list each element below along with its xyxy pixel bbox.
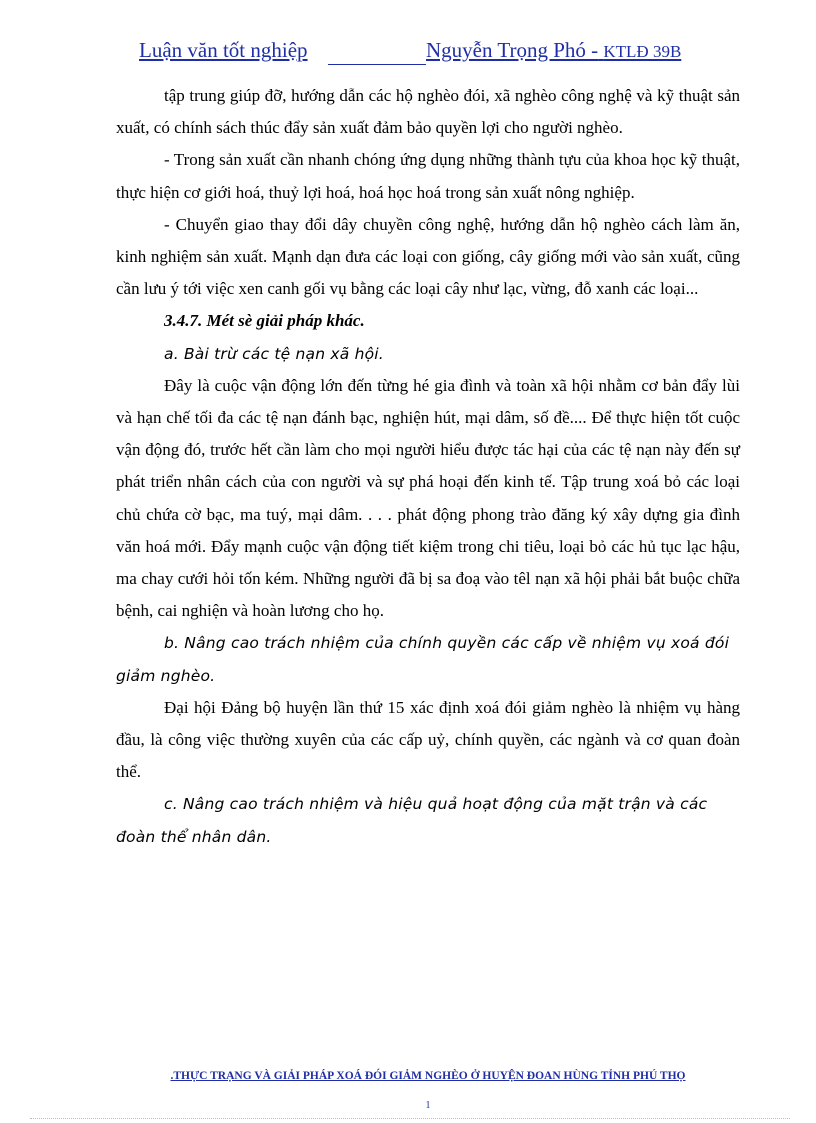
paragraph-5: Đại hội Đảng bộ huyện lần thứ 15 xác định xoá đói giảm nghèo là nhiệm vụ hàng đầu, là công việc thường xuyên của các cấp uỷ, chính quyền, các ngành và cơ quan đoàn thể. [116, 697, 740, 782]
section-heading: 3.4.7. Mét sè giải pháp khác. [164, 311, 365, 331]
paragraph-1: tập trung giúp đỡ, hướng dẫn các hộ nghèo đói, xã nghèo công nghệ và kỹ thuật sản xuất, có chính sách thúc đẩy sản xuất đảm bảo quyền lợi cho người nghèo. [116, 86, 740, 138]
document-body [116, 80, 740, 853]
page-header [0, 38, 816, 68]
subsection-b: b. Nâng cao trách nhiệm của chính quyền các cấp về nhiệm vụ xoá đói giảm nghèo. [116, 634, 730, 685]
paragraph-2: - Trong sản xuất cần nhanh chóng ứng dụng những thành tựu của khoa học kỹ thuật, thực hiện cơ giới hoá, thuỷ lợi hoá, hoá học hoá trong sản xuất nông nghiệp. [116, 150, 740, 202]
paragraph-3: - Chuyển giao thay đổi dây chuyền công nghệ, hướng dẫn hộ nghèo cách làm ăn, kinh nghiệm sản xuất. Mạnh dạn đưa các loại con giống, cây giống mới vào sản xuất, cũng cần lưu ý tới việc xen canh gối vụ bằng các loại cây như lạc, vừng, đỗ xanh các loại... [116, 214, 740, 299]
thesis-title: Luận văn tốt nghiệp [139, 38, 308, 62]
header-underline-gap [328, 64, 426, 65]
author-name: Nguyễn Trọng Phó - [426, 38, 599, 62]
page-number: 1 [425, 1100, 431, 1111]
class-code: KTLĐ 39B [603, 42, 682, 61]
page-footer: .THỰC TRẠNG VÀ GIẢI PHÁP XOÁ ĐÓI GIẢM NGHÈO Ở HUYỆN ĐOAN HÙNG TỈNH PHÚ THỌ [170, 1070, 686, 1082]
author-line [426, 38, 681, 63]
page-bottom-divider [30, 1118, 790, 1119]
subsection-a: a. Bài trừ các tệ nạn xã hội. [164, 344, 384, 363]
subsection-c: c. Nâng cao trách nhiệm và hiệu quả hoạt động của mặt trận và các đoàn thể nhân dân. [116, 795, 708, 846]
paragraph-4: Đây là cuộc vận động lớn đến từng hé gia đình và toàn xã hội nhằm cơ bản đẩy lùi và hạn chế tối đa các tệ nạn đánh bạc, nghiện hút, mại dâm, số đề.... Để thực hiện tốt cuộc vận động đó, trước hết cần làm cho mọi người hiểu được tác hại của các tệ nạn này đến sự phát triển nhân cách của con người và sự phá hoại đến kinh tế. Tập trung xoá bỏ các loại chủ chứa cờ bạc, ma tuý, mại dâm. . . . phát động phong trào đăng ký xây dựng gia đình văn hoá mới. Đẩy mạnh cuộc vận động tiết kiệm trong chi tiêu, loại bỏ các hủ tục lạc hậu, ma chay cưới hỏi tốn kém. Những người đã bị sa đoạ vào têl nạn xã hội phải bắt buộc chữa bệnh, cai nghiện và hoàn lương cho họ. [116, 375, 740, 621]
